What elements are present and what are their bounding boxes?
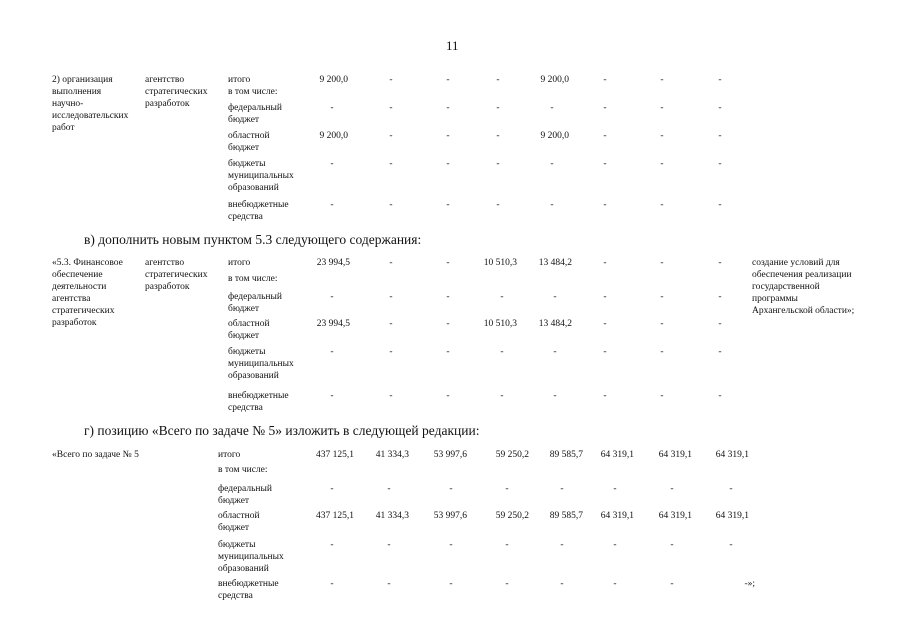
cell-y2: - — [446, 200, 450, 210]
cell-y2: - — [446, 103, 450, 113]
row-label: внебюджетные средства — [228, 391, 289, 413]
cell-y4: - — [550, 103, 554, 113]
cell-y2: - — [449, 484, 453, 494]
cell-y2: 53 997,6 — [433, 450, 467, 460]
cell-y6: - — [660, 319, 664, 329]
cell-y5: - — [603, 131, 607, 141]
cell-y3: - — [500, 292, 504, 302]
cell-y5: - — [603, 292, 607, 302]
cell-y5: - — [603, 347, 607, 357]
cell-y6: - — [660, 75, 664, 85]
row-label: в том числе: — [228, 274, 278, 284]
cell-y3: - — [500, 391, 504, 401]
cell-y3: 59 250,2 — [495, 450, 529, 460]
cell-y5: - — [603, 391, 607, 401]
cell-y2: - — [446, 292, 450, 302]
cell-y2: - — [446, 131, 450, 141]
row-label: итого — [228, 258, 251, 268]
cell-y5: - — [603, 258, 607, 268]
cell-y4: 13 484,2 — [538, 319, 572, 329]
cell-y1: - — [389, 75, 393, 85]
cell-y3: 10 510,3 — [483, 258, 517, 268]
cell-y6: 64 319,1 — [658, 450, 692, 460]
cell-total: - — [330, 391, 334, 401]
cell-y3: 59 250,2 — [495, 511, 529, 521]
cell-y4: 13 484,2 — [538, 258, 572, 268]
cell-y7: - — [718, 258, 722, 268]
cell-total: 437 125,1 — [316, 450, 354, 460]
cell-y1: - — [387, 484, 391, 494]
cell-y3: - — [496, 200, 500, 210]
heading-g: г) позицию «Всего по задаче № 5» изложить в следующей редакции: — [84, 423, 480, 438]
row-label: федеральный бюджет — [228, 292, 282, 314]
cell-y1: - — [389, 131, 393, 141]
cell-total: - — [330, 103, 334, 113]
cell-y2: - — [446, 258, 450, 268]
row-label: в том числе: — [218, 465, 268, 475]
cell-y3: - — [496, 131, 500, 141]
cell-y1: 41 334,3 — [375, 450, 409, 460]
cell-y5: - — [603, 75, 607, 85]
cell-y6: - — [660, 200, 664, 210]
row-label: бюджеты муниципальных образований — [218, 540, 284, 574]
cell-y6: 64 319,1 — [658, 511, 692, 521]
cell-y7: - — [718, 159, 722, 169]
cell-y4: 9 200,0 — [540, 131, 569, 141]
cell-y1: - — [389, 159, 393, 169]
cell-y6: - — [660, 292, 664, 302]
cell-y7: - — [718, 103, 722, 113]
cell-y5: - — [613, 540, 617, 550]
cell-y4: - — [560, 484, 564, 494]
cell-y1: - — [389, 347, 393, 357]
cell-y7: - — [718, 75, 722, 85]
cell-y5: - — [613, 484, 617, 494]
cell-y2: - — [446, 75, 450, 85]
page-number: 11 — [446, 38, 459, 53]
cell-total: 23 994,5 — [316, 258, 350, 268]
cell-y5: 64 319,1 — [600, 511, 634, 521]
cell-y3: 10 510,3 — [483, 319, 517, 329]
cell-y6: - — [660, 391, 664, 401]
cell-y5: - — [613, 579, 617, 589]
cell-y6: - — [660, 103, 664, 113]
cell-y4: 89 585,7 — [549, 450, 583, 460]
cell-y7: - — [718, 391, 722, 401]
block1-measure: 2) организация выполнения научно- исследовательских работ — [52, 75, 129, 133]
row-label: федеральный бюджет — [218, 484, 272, 506]
heading-v: в) дополнить новым пунктом 5.3 следующего содержания: — [84, 232, 422, 247]
cell-y2: - — [446, 347, 450, 357]
cell-y3: - — [500, 347, 504, 357]
cell-total: - — [330, 579, 334, 589]
cell-y4: - — [560, 540, 564, 550]
cell-y4: - — [550, 200, 554, 210]
cell-y6: - — [670, 484, 674, 494]
cell-total: - — [330, 159, 334, 169]
cell-y2: - — [446, 159, 450, 169]
cell-total: - — [330, 484, 334, 494]
cell-y7: - — [718, 131, 722, 141]
cell-total: - — [330, 540, 334, 550]
cell-y1: - — [389, 292, 393, 302]
cell-y3: - — [505, 484, 509, 494]
cell-y3: - — [505, 540, 509, 550]
cell-y6: - — [660, 347, 664, 357]
cell-y6: - — [670, 540, 674, 550]
cell-total: - — [330, 347, 334, 357]
cell-total: - — [330, 292, 334, 302]
cell-y1: - — [387, 540, 391, 550]
cell-y5: - — [603, 103, 607, 113]
block2-executor: агентство стратегических разработок — [145, 258, 208, 292]
row-label: внебюджетные средства — [228, 200, 289, 222]
row-label: итого — [218, 450, 241, 460]
cell-y5: - — [603, 159, 607, 169]
cell-y4: - — [553, 347, 557, 357]
block2-measure: «5.3. Финансовое обеспечение деятельности агентства стратегических разработок — [52, 258, 123, 328]
cell-y3: - — [505, 579, 509, 589]
row-label: бюджеты муниципальных образований — [228, 159, 294, 193]
row-label: внебюджетные средства — [218, 579, 279, 601]
cell-y2: 53 997,6 — [433, 511, 467, 521]
cell-y1: 41 334,3 — [375, 511, 409, 521]
cell-y1: - — [387, 579, 391, 589]
cell-y4: - — [553, 292, 557, 302]
cell-y2: - — [449, 579, 453, 589]
cell-y2: - — [449, 540, 453, 550]
cell-y7: 64 319,1 — [715, 511, 749, 521]
cell-y7: - — [718, 292, 722, 302]
row-label: областной бюджет — [218, 511, 260, 533]
cell-y7: -»; — [744, 579, 755, 589]
cell-total: 9 200,0 — [319, 75, 348, 85]
row-label: областной бюджет — [228, 319, 270, 341]
cell-y5: 64 319,1 — [600, 450, 634, 460]
cell-y1: - — [389, 391, 393, 401]
cell-y7: - — [729, 540, 733, 550]
cell-y1: - — [389, 258, 393, 268]
cell-y6: - — [660, 131, 664, 141]
cell-y5: - — [603, 319, 607, 329]
cell-y1: - — [389, 200, 393, 210]
cell-total: - — [330, 200, 334, 210]
block1-executor: агентство стратегических разработок — [145, 75, 208, 109]
cell-y6: - — [660, 159, 664, 169]
row-label: бюджеты муниципальных образований — [228, 347, 294, 381]
cell-y3: - — [496, 103, 500, 113]
cell-y2: - — [446, 319, 450, 329]
cell-y1: - — [389, 103, 393, 113]
cell-y3: - — [496, 159, 500, 169]
cell-y3: - — [496, 75, 500, 85]
cell-total: 23 994,5 — [316, 319, 350, 329]
cell-y7: - — [718, 200, 722, 210]
cell-y6: - — [670, 579, 674, 589]
row-label: итого в том числе: — [228, 75, 278, 97]
cell-total: 9 200,0 — [319, 131, 348, 141]
cell-y4: 9 200,0 — [540, 75, 569, 85]
cell-y5: - — [603, 200, 607, 210]
cell-y4: 89 585,7 — [549, 511, 583, 521]
cell-y4: - — [553, 391, 557, 401]
cell-y1: - — [389, 319, 393, 329]
cell-y2: - — [446, 391, 450, 401]
cell-y7: - — [718, 319, 722, 329]
row-label: федеральный бюджет — [228, 103, 282, 125]
cell-y4: - — [560, 579, 564, 589]
block2-result: создание условий для обеспечения реализации государственной программы Архангельской области»; — [752, 258, 855, 316]
cell-y4: - — [550, 159, 554, 169]
row-label: областной бюджет — [228, 131, 270, 153]
cell-total: 437 125,1 — [316, 511, 354, 521]
block3-measure: «Всего по задаче № 5 — [52, 450, 139, 460]
cell-y7: 64 319,1 — [715, 450, 749, 460]
cell-y7: - — [729, 484, 733, 494]
cell-y7: - — [718, 347, 722, 357]
cell-y6: - — [660, 258, 664, 268]
